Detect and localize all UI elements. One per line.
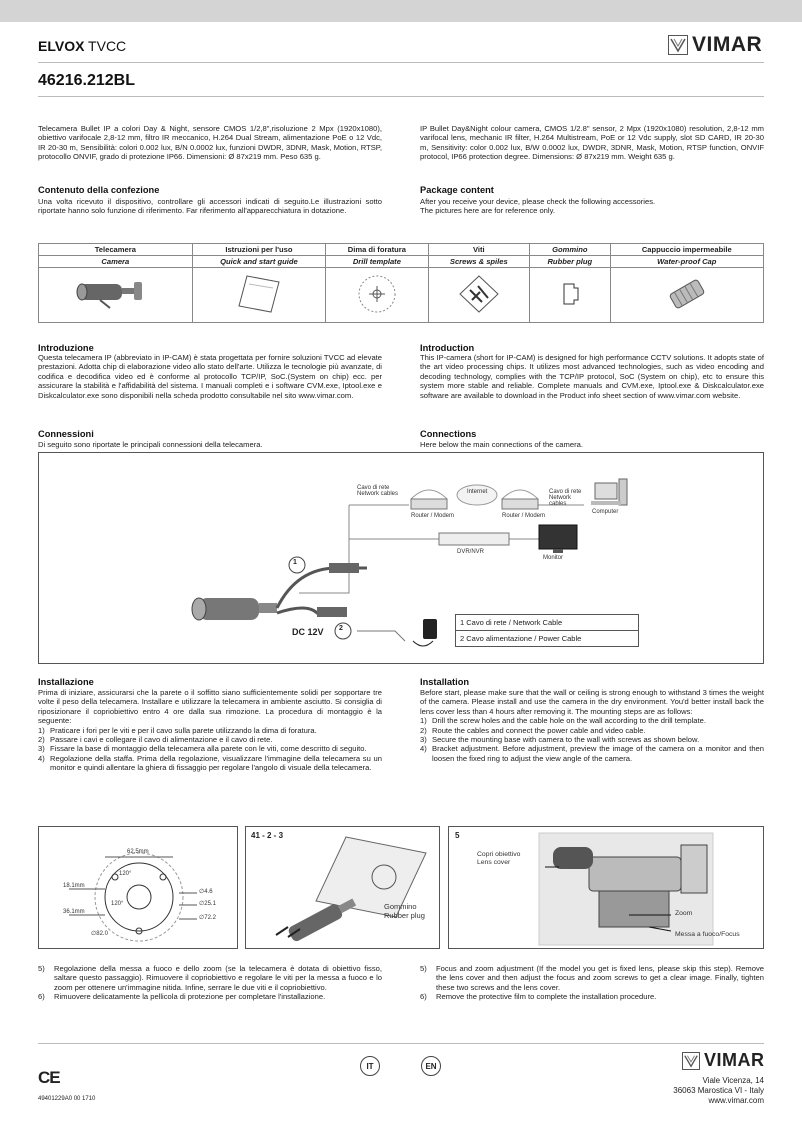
list-item: 3) Fissare la base di montaggio della telecamera alla parete con le viti, come descritto di seguito.: [38, 744, 367, 754]
installation-title-en: Installation: [420, 677, 470, 687]
label-internet: Internet: [467, 489, 488, 495]
label-dvr: DVR/NVR: [457, 549, 485, 555]
acc-header-it: Gommino: [530, 244, 610, 256]
rubber-plug-icon: [550, 272, 590, 316]
introduction-text-it: Questa telecamera IP (abbreviato in IP-CAM) è stata progettata per fornire soluzioni TVCC ad elevate prestazioni. Adotta chip di elaborazione video allo stato dell'arte. Utilizza le tecnologie più avanzate, di codifica e decodifica video ed è conforme al protocollo TCP/IP, SoC.(System on chip) ecc. per assicurare la stabilità e l'affidabilità del sistema. I manuali completi e i software CVM.exe, Iptool.exe e Diskcalculator.exe sono disponibili nella scheda prodotto consultabile nel sito www.vimar.com.: [38, 353, 382, 400]
footer-address: [673, 1076, 764, 1106]
focus-label: Messa a fuoco/Focus: [675, 931, 740, 938]
connections-title-it: Connessioni: [38, 429, 94, 439]
introduction-title-it: Introduzione: [38, 343, 94, 353]
figure-mounting: [245, 826, 440, 949]
manual-icon: [229, 272, 289, 316]
acc-header-en: Drill template: [326, 256, 428, 268]
header-divider: [38, 62, 764, 63]
footer-divider: [38, 1043, 764, 1044]
angle-2: 120°: [111, 901, 124, 907]
connections-text-en: Here below the main connections of the camera.: [420, 440, 583, 449]
acc-header-it: Telecamera: [39, 244, 193, 256]
list-item: 5) Regolazione della messa a fuoco e dello zoom (se la telecamera è dotata di obiettivo fisso, saltare questo passaggio). Rimuovere il copriobiettivo e regolare le viti per la messa a fuoco e lo zoom per ottenere un'immagine nitida. Infine, serrare le due viti e il copriobiettivo.: [38, 964, 382, 992]
list-item: 3) Secure the mounting base with camera to the wall with screws as shown below.: [420, 735, 700, 745]
title-divider: [38, 96, 764, 97]
package-text-en: After you receive your device, please check the following accessories. The pictures here are for reference only.: [420, 197, 656, 216]
legend-network: 1 Cavo di rete / Network Cable: [456, 615, 639, 631]
waterproof-cap-image: [610, 268, 763, 323]
installation-text-it: Prima di iniziare, assicurarsi che la parete o il soffitto siano sufficientemente solidi per sopportare tre volte il peso della telecamera. Installare e utilizzare la telecamera in ambiente asciutto. Si consiglia di riposizionare il copriobiettivo entro 4 ore dalla sua rimozione. La procedura di montaggio è la seguente:: [38, 688, 382, 726]
connections-text-it: Di seguito sono riportate le principali connessioni della telecamera.: [38, 440, 263, 449]
website-link[interactable]: www.vimar.com: [708, 1096, 764, 1105]
label-network-cables-2: Cavo di rete Network cables: [549, 489, 582, 507]
acc-header-en: Camera: [39, 256, 193, 268]
list-item: 6) Remove the protective film to complete the installation procedure.: [420, 992, 657, 1002]
acc-header-en: Screws & spiles: [428, 256, 530, 268]
dim-82-0: ∅82.0: [91, 931, 108, 937]
waterproof-cap-icon: [657, 272, 717, 316]
vimar-logo: VIMAR: [668, 33, 762, 57]
rubber-plug-image: [530, 268, 610, 323]
installation-steps-it: [38, 726, 382, 773]
footer-logo: VIMAR: [682, 1050, 765, 1071]
list-item: 6) Rimuovere delicatamente la pellicola di protezione per completare l'installazione.: [38, 992, 326, 1002]
figure-drill-template: [38, 826, 238, 949]
angle-1: 120°: [119, 871, 132, 877]
focus-zoom-diagram: [449, 827, 763, 948]
label-router-2: Router / Modem: [502, 513, 546, 519]
label-n1: 1: [293, 559, 297, 566]
label-router-1: Router / Modem: [411, 513, 455, 519]
intro-en: IP Bullet Day&Night colour camera, CMOS 1/2.8" sensor, 2 Mpx (1920x1080) resolution, 2,8-12 mm varifocal lens, mechanic IR filter, H.264 Multistream, PoE or 12 Vdc supply, slot SD CARD, IR 20-30 m, Sensitivity: color 0.002 lux, B/W 0.0002 lux, DWDR, 3DNR, Mask, Motion, RTSP function, ONVIF protocol, IP66 protection degree. Dimensions: Ø 87x219 mm. Weight 635 g.: [420, 124, 764, 162]
acc-header-it: Istruzioni per l'uso: [192, 244, 326, 256]
installation-title-it: Installazione: [38, 677, 94, 687]
intro-it: Telecamera Bullet IP a colori Day & Night, sensore CMOS 1/2,8",risoluzione 2 Mpx (1920x1080), obiettivo varifocale 2,8-12 mm, filtro IR meccanico, H.264 Dual Stream, alimentazione PoE o 12 Vdc, IR 20-30 m, Sensibilità: colori 0.002 lux, B/N 0.0002 lux, funzioni DWDR, 3DNR, Mask, Motion, RTSP, protocollo ONVIF, grado di protezione IP66. Dimensioni: Ø 87x219 mm. Peso 635 g.: [38, 124, 382, 162]
acc-header-en: Rubber plug: [530, 256, 610, 268]
introduction-title-en: Introduction: [420, 343, 475, 353]
installation-steps-en: [420, 716, 764, 763]
rubber-plug-label: Gommino Rubber plug: [384, 902, 425, 920]
camera-icon: [70, 274, 160, 314]
camera-image: [39, 268, 193, 323]
label-network-cables: Cavo di rete Network cables: [357, 485, 399, 497]
screws-image: [428, 268, 530, 323]
brand-name: ELVOX TVCC: [38, 38, 127, 54]
list-item: 2) Route the cables and connect the power cable and video cable.: [420, 725, 646, 735]
product-code: 46216.212BL: [38, 72, 135, 89]
lang-it: IT: [360, 1056, 380, 1076]
acc-header-it: Dima di foratura: [326, 244, 428, 256]
installation-text-en: Before start, please make sure that the wall or ceiling is strong enough to withstand 3 times the weight of the camera. Please install and use the camera in the dry environment. You'd better install back the lens cover less than 4 hours after removing it. The mounting steps are as follows:: [420, 688, 764, 716]
lens-cover-label: Copri obiettivo Lens cover: [477, 851, 521, 866]
list-item: 2) Passare i cavi e collegare il cavo di alimentazione e il cavo di rete.: [38, 735, 273, 745]
drill-template-icon: [352, 272, 402, 316]
guide-image: [192, 268, 326, 323]
dim-4-6: ∅4.6: [199, 889, 213, 895]
dim-72-2: ∅72.2: [199, 915, 216, 921]
installation-en: [420, 688, 764, 763]
accessories-table: [38, 243, 764, 323]
figure-2-title: 41 - 2 - 3: [251, 831, 284, 840]
top-bar: [0, 0, 802, 22]
list-item: 1) Praticare i fori per le viti e per il cavo sulla parete utilizzando la dima di foratura.: [38, 725, 317, 735]
address-line-2: 36063 Marostica VI - Italy: [673, 1086, 764, 1095]
final-steps-it: [38, 964, 382, 1002]
zoom-label: Zoom: [675, 910, 693, 917]
package-title-it: Contenuto della confezione: [38, 185, 160, 195]
acc-header-en: Water-proof Cap: [610, 256, 763, 268]
figure-3-title: 5: [455, 831, 460, 840]
dim-25-1: ∅25.1: [199, 901, 216, 907]
acc-header-en: Quick and start guide: [192, 256, 326, 268]
vimar-logo-icon: [682, 1052, 700, 1070]
dim-62-5: 62.5mm: [127, 849, 149, 855]
connections-diagram-graphic: [39, 453, 763, 663]
connections-title-en: Connections: [420, 429, 477, 439]
connection-legend: [455, 614, 639, 647]
connections-diagram: [38, 452, 764, 664]
label-n2: 2: [339, 625, 343, 632]
package-title-en: Package content: [420, 185, 494, 195]
label-dc: DC 12V: [292, 627, 324, 637]
final-steps-en: [420, 964, 764, 1002]
screws-icon: [454, 272, 504, 316]
list-item: 5) Focus and zoom adjustment (If the model you get is fixed lens, please skip this step). Remove the lens cover and then adjust the focus and zoom screws to get a clear image. Finally, tighten these two screws and the lens cover.: [420, 964, 764, 992]
installation-it: [38, 688, 382, 773]
drill-template-image: [326, 268, 428, 323]
list-item: 4) Bracket adjustment. Before adjustment, preview the image of the camera on a monitor and then loosen the fixed ring to adjust the view angle of the camera.: [420, 744, 764, 763]
dim-18-1: 18.1mm: [63, 883, 85, 889]
address-line-1: Viale Vicenza, 14: [702, 1076, 764, 1085]
acc-header-it: Viti: [428, 244, 530, 256]
doc-code: 49401229A0 00 1710: [38, 1096, 96, 1102]
list-item: 4) Regolazione della staffa. Prima della regolazione, visualizzare l'immagine della telecamera su un monitor e quindi allentare la ghiera di fissaggio per regolare l'angolo di visuale della telecamera.: [38, 753, 382, 773]
ce-mark: CE: [38, 1068, 60, 1087]
figure-focus-zoom: [448, 826, 764, 949]
package-text-it: Una volta ricevuto il dispositivo, controllare gli accessori indicati di seguito.Le illustrazioni sotto riportate hanno solo funzione di riferimento. Far riferimento all'apparecchiatura in dotazione.: [38, 197, 382, 216]
vimar-logo-icon: [668, 35, 688, 55]
legend-power: 2 Cavo alimentazione / Power Cable: [456, 631, 639, 647]
introduction-text-en: This IP-camera (short for IP-CAM) is designed for high performance CCTV solutions. It adopts state of the art video processing chips. It utilizes most advanced technologies, such as video encoding and decoding technology, complies with the TCP/IP protocol, SoC (System on chip), etc to ensure this system more stable and reliable. Complete manuals and CVM.exe, Iptool.exe & Diskcalculator.exe software are available to download in the Product info sheet section of www.vimar.com website.: [420, 353, 764, 400]
list-item: 1) Drill the screw holes and the cable hole on the wall according to the drill template.: [420, 716, 706, 726]
lang-en: EN: [421, 1056, 441, 1076]
mounting-diagram: [246, 827, 439, 948]
label-computer: Computer: [592, 509, 619, 515]
dim-36-1: 36.1mm: [63, 909, 85, 915]
label-monitor: Monitor: [543, 555, 564, 561]
acc-header-it: Cappuccio impermeabile: [610, 244, 763, 256]
